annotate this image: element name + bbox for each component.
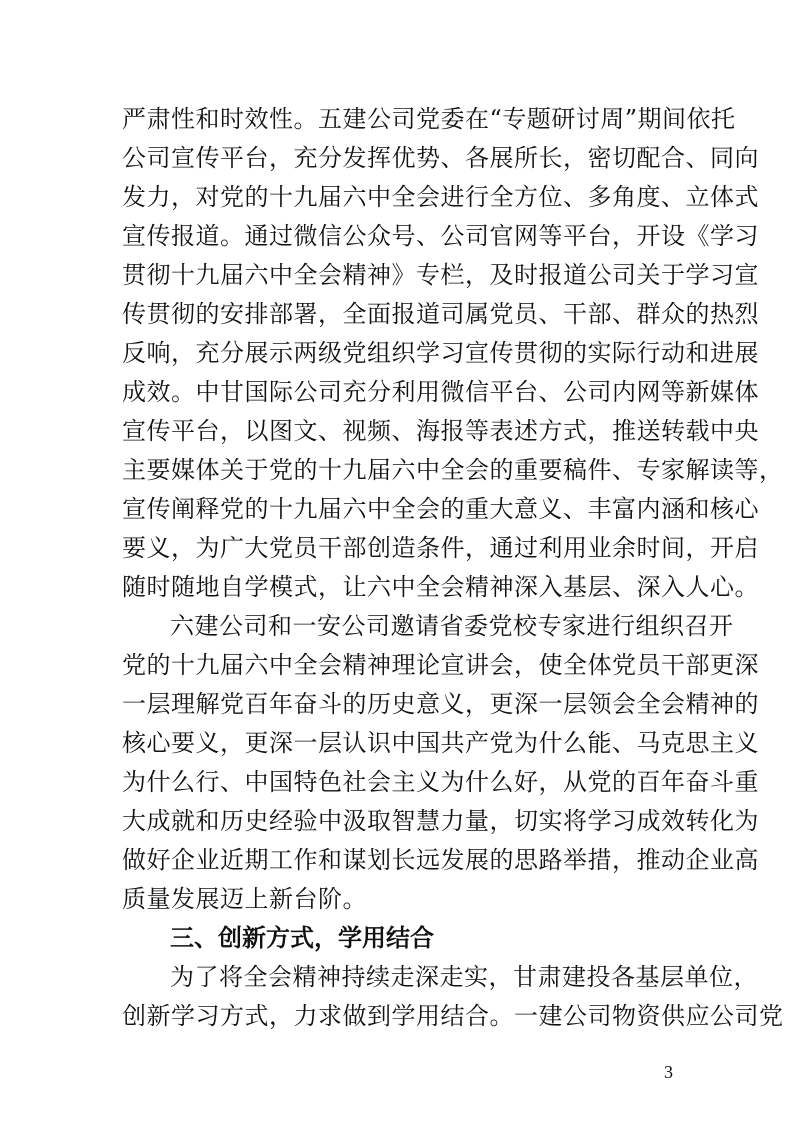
text-line: 质量发展迈上新台阶。 bbox=[122, 885, 367, 913]
text-line: 一层理解党百年奋斗的历史意义，更深一层领会全会精神的 bbox=[122, 690, 759, 718]
text-line: 为什么行、中国特色社会主义为什么好，从党的百年奋斗重 bbox=[122, 768, 759, 796]
text-line: 核心要义，更深一层认识中国共产党为什么能、马克思主义 bbox=[122, 729, 759, 757]
paragraph-1 bbox=[122, 100, 784, 607]
text-line: 六建公司和一安公司邀请省委党校专家进行组织召开 bbox=[170, 612, 734, 640]
text-line: 贯彻十九届六中全会精神》专栏，及时报道公司关于学习宣 bbox=[122, 261, 759, 289]
section-heading: 三、创新方式，学用结合 bbox=[170, 924, 434, 952]
text-line: 要义，为广大党员干部创造条件，通过利用业余时间，开启 bbox=[122, 534, 759, 562]
paragraph-2 bbox=[122, 607, 759, 919]
text-line: 宣传平台，以图文、视频、海报等表述方式，推送转载中央 bbox=[122, 417, 759, 445]
text-line: 公司宣传平台，充分发挥优势、各展所长，密切配合、同向 bbox=[122, 144, 759, 172]
page-body bbox=[122, 100, 784, 1036]
text-line: 党的十九届六中全会精神理论宣讲会，使全体党员干部更深 bbox=[122, 651, 759, 679]
text-line: 创新学习方式，力求做到学用结合。一建公司物资供应公司党 bbox=[122, 1002, 784, 1030]
text-line: 为了将全会精神持续走深走实，甘肃建投各基层单位， bbox=[170, 963, 758, 991]
text-line: 严肃性和时效性。五建公司党委在“专题研讨周”期间依托 bbox=[122, 105, 736, 133]
paragraph-3 bbox=[122, 958, 784, 1036]
text-line: 宣传报道。通过微信公众号、公司官网等平台，开设《学习 bbox=[122, 222, 759, 250]
text-line: 做好企业近期工作和谋划长远发展的思路举措，推动企业高 bbox=[122, 846, 759, 874]
text-line: 发力，对党的十九届六中全会进行全方位、多角度、立体式 bbox=[122, 183, 759, 211]
text-line: 宣传阐释党的十九届六中全会的重大意义、丰富内涵和核心 bbox=[122, 495, 759, 523]
text-line: 随时随地自学模式，让六中全会精神深入基层、深入人心。 bbox=[122, 573, 759, 601]
text-line: 传贯彻的安排部署，全面报道司属党员、干部、群众的热烈 bbox=[122, 300, 759, 328]
text-line: 大成就和历史经验中汲取智慧力量，切实将学习成效转化为 bbox=[122, 807, 759, 835]
text-line: 反响，充分展示两级党组织学习宣传贯彻的实际行动和进展 bbox=[122, 339, 759, 367]
text-line: 成效。中甘国际公司充分利用微信平台、公司内网等新媒体 bbox=[122, 378, 759, 406]
text-line: 主要媒体关于党的十九届六中全会的重要稿件、专家解读等， bbox=[122, 456, 784, 484]
page-number: 3 bbox=[664, 1062, 673, 1082]
